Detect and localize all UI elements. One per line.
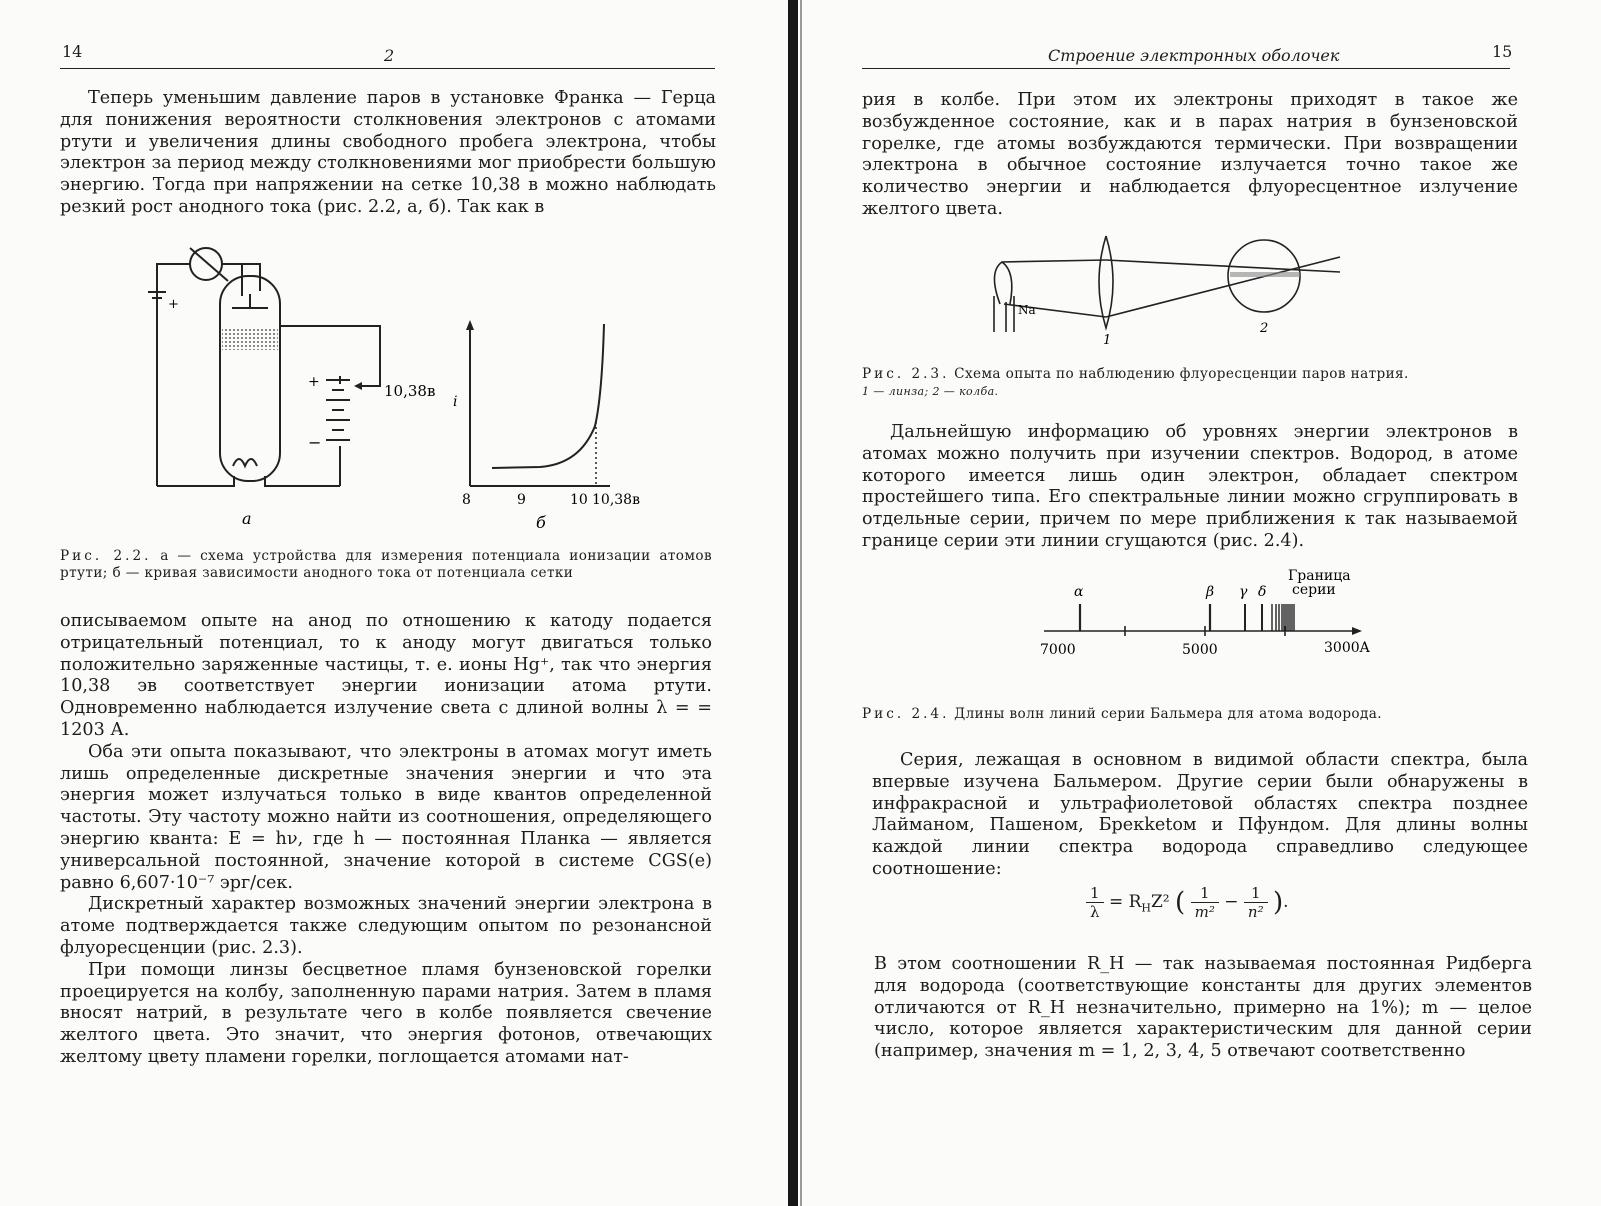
left-paragraph-2: описываемом опыте на анод по отношению к катоду подается отрицательный потенциал, то к аноду могут двигаться только положительно заряженные частицы, т. е. ионы Hg⁺, так что энергия 10,38 эв соответствует энергии ионизации атома ртути. Одновременно наблюдается излучение света с длиной волны λ = = 1203 А. Оба эти опыта показывают, что электроны в атомах могут иметь лишь определенные дискретные значения энергии и что эта энергия может излучаться только в виде квантов определенной частоты. Эту частоту можно найти из соотношения, определяющего энергию кванта: E = hν, где h — постоянная Планка — является универсальной постоянной, значение которой в системе CGS(e) равно 6,607·10⁻⁷ эрг/сек. Дискретный характер возможных значений энергии электрона в атоме подтверждается также следующим опытом по резонансной флуоресценции (рис. 2.3). При помощи линзы бесцветное пламя бунзеновской горелки проецируется на колбу, заполненную парами натрия. Затем в пламя вносят натрий, в результате чего в колбе появляется свечение желтого цвета. Это значит, что энергия фотонов, отвечающих желтому цвету пламени горелки, поглощается атомами нат- (60, 611, 712, 1067)
left-page (0, 0, 790, 1206)
caption3-text: Схема опыта по наблюдению флуоресценции паров натрия. (954, 366, 1409, 382)
tick-7000: 7000 (1040, 642, 1076, 658)
voltage-label: 10,38в (384, 382, 436, 400)
flask-label: 2 (1260, 321, 1269, 336)
tick-10: 10 (570, 492, 588, 508)
label-delta: δ (1258, 584, 1267, 600)
caption-label: Рис. 2.2. (60, 548, 152, 564)
tick-5000: 5000 (1182, 642, 1218, 658)
na-label: Na (1018, 303, 1036, 317)
right-paragraph-1: рия в колбе. При этом их электроны приходят в такое же возбужденное состояние, как и в парах натрия в бунзеновской горелке, где атомы возбуждаются термически. При возвращении электрона в обычное состояние излучается точно такое же количество энергии и наблюдается флуоресцентное излучение желтого цвета. (862, 90, 1518, 219)
right-header-rule (862, 68, 1510, 69)
left-header-rule (60, 68, 715, 69)
label-alpha: α (1074, 584, 1084, 600)
right-page-number: 15 (1492, 42, 1513, 61)
lens (1099, 236, 1113, 328)
mercury-vapor (222, 328, 278, 350)
burner-flame (994, 262, 1011, 304)
label-beta: β (1206, 584, 1215, 600)
right-page (800, 0, 1601, 1206)
tick-8: 8 (462, 492, 471, 508)
figure-2-4-caption (862, 706, 1522, 723)
label-limit-2: серии (1292, 582, 1336, 598)
figure-2-4 (1040, 566, 1380, 666)
caption3-sub: 1 — линза; 2 — колба. (862, 385, 999, 398)
left-paragraph-1: Теперь уменьшим давление паров в установке Франка — Герца для понижения вероятности столкновения электронов с атомами ртути и увеличения длины свободного пробега электрона, чтобы электрон за период между столкновениями мог приобрести большую энергию. Тогда при напряжении на сетке 10,38 в можно наблюдать резкий рост анодного тока (рис. 2.2, а, б). Так как в (60, 88, 716, 217)
label-gamma: γ (1239, 584, 1248, 600)
battery-plus-label: + (168, 297, 179, 312)
left-page-number: 14 (62, 42, 83, 61)
caption4-label: Рис. 2.4. (862, 706, 950, 722)
sublabel-a: а (242, 509, 252, 528)
figure-2-3-caption (862, 366, 1522, 400)
battery-stack (326, 380, 350, 440)
right-paragraph-4: В этом соотношении R_H — так называемая постоянная Ридберга для водорода (соответствующие константы для других элементов отличаются от R_H незначительно, примерно на 1%); m — целое число, которое является характеристическим для данной серии (например, значения m = 1, 2, 3, 4, 5 отвечают соответственно (874, 954, 1532, 1062)
battery-plus: + (308, 374, 320, 390)
caption-text: а — схема устройства для измерения потенциала ионизации атомов ртути; б — кривая зависимости анодного тока от потенциала сетки (60, 548, 712, 581)
rydberg-formula: $\frac{1}{\lambda}$ = $R_HZ^2$ ( $\frac{1}{\text{m²}}$ − $\frac{1}{\text{n²}}$ ). (1086, 884, 1289, 921)
tick-9: 9 (517, 492, 526, 508)
battery-minus: − (308, 433, 322, 452)
caption4-text: Длины волн линий серии Бальмера для атома водорода. (954, 706, 1383, 722)
tick-3000a: 3000A (1324, 640, 1370, 656)
sublabel-b: б (536, 513, 546, 532)
figure-2-2 (140, 236, 660, 536)
lens-label: 1 (1103, 333, 1112, 348)
figure-2-3 (980, 232, 1380, 352)
right-running-head: Строение электронных оболочек (1048, 46, 1340, 65)
left-running-head: 2 (384, 46, 395, 65)
right-paragraph-3: Серия, лежащая в основном в видимой области спектра, была впервые изучена Бальмером. Другие серии были обнаружены в инфракрасной и ультрафиолетовой областях спектра позднее Лайманом, Пашеном, Брекketом и Пфундом. Для длины волны каждой линии спектра водорода справедливо следующее соотношение: (872, 750, 1528, 879)
label-limit-1: Граница (1288, 568, 1351, 584)
current-voltage-graph (470, 324, 610, 486)
tick-10-38: 10,38в (592, 492, 640, 508)
caption3-label: Рис. 2.3. (862, 366, 950, 382)
series-limit-lines (1272, 604, 1294, 631)
figure-2-2-caption (60, 548, 712, 582)
y-axis-label: i (453, 394, 458, 410)
right-paragraph-2: Дальнейшую информацию об уровнях энергии электронов в атомах можно получить при изучении спектров. Водород, в атоме которого имеется лишь один электрон, обладает спектром простейшего типа. Его спектральные линии можно сгруппировать в отдельные серии, причем по мере приближения к так называемой границе серии эти линии сгущаются (рис. 2.4). (862, 422, 1518, 551)
